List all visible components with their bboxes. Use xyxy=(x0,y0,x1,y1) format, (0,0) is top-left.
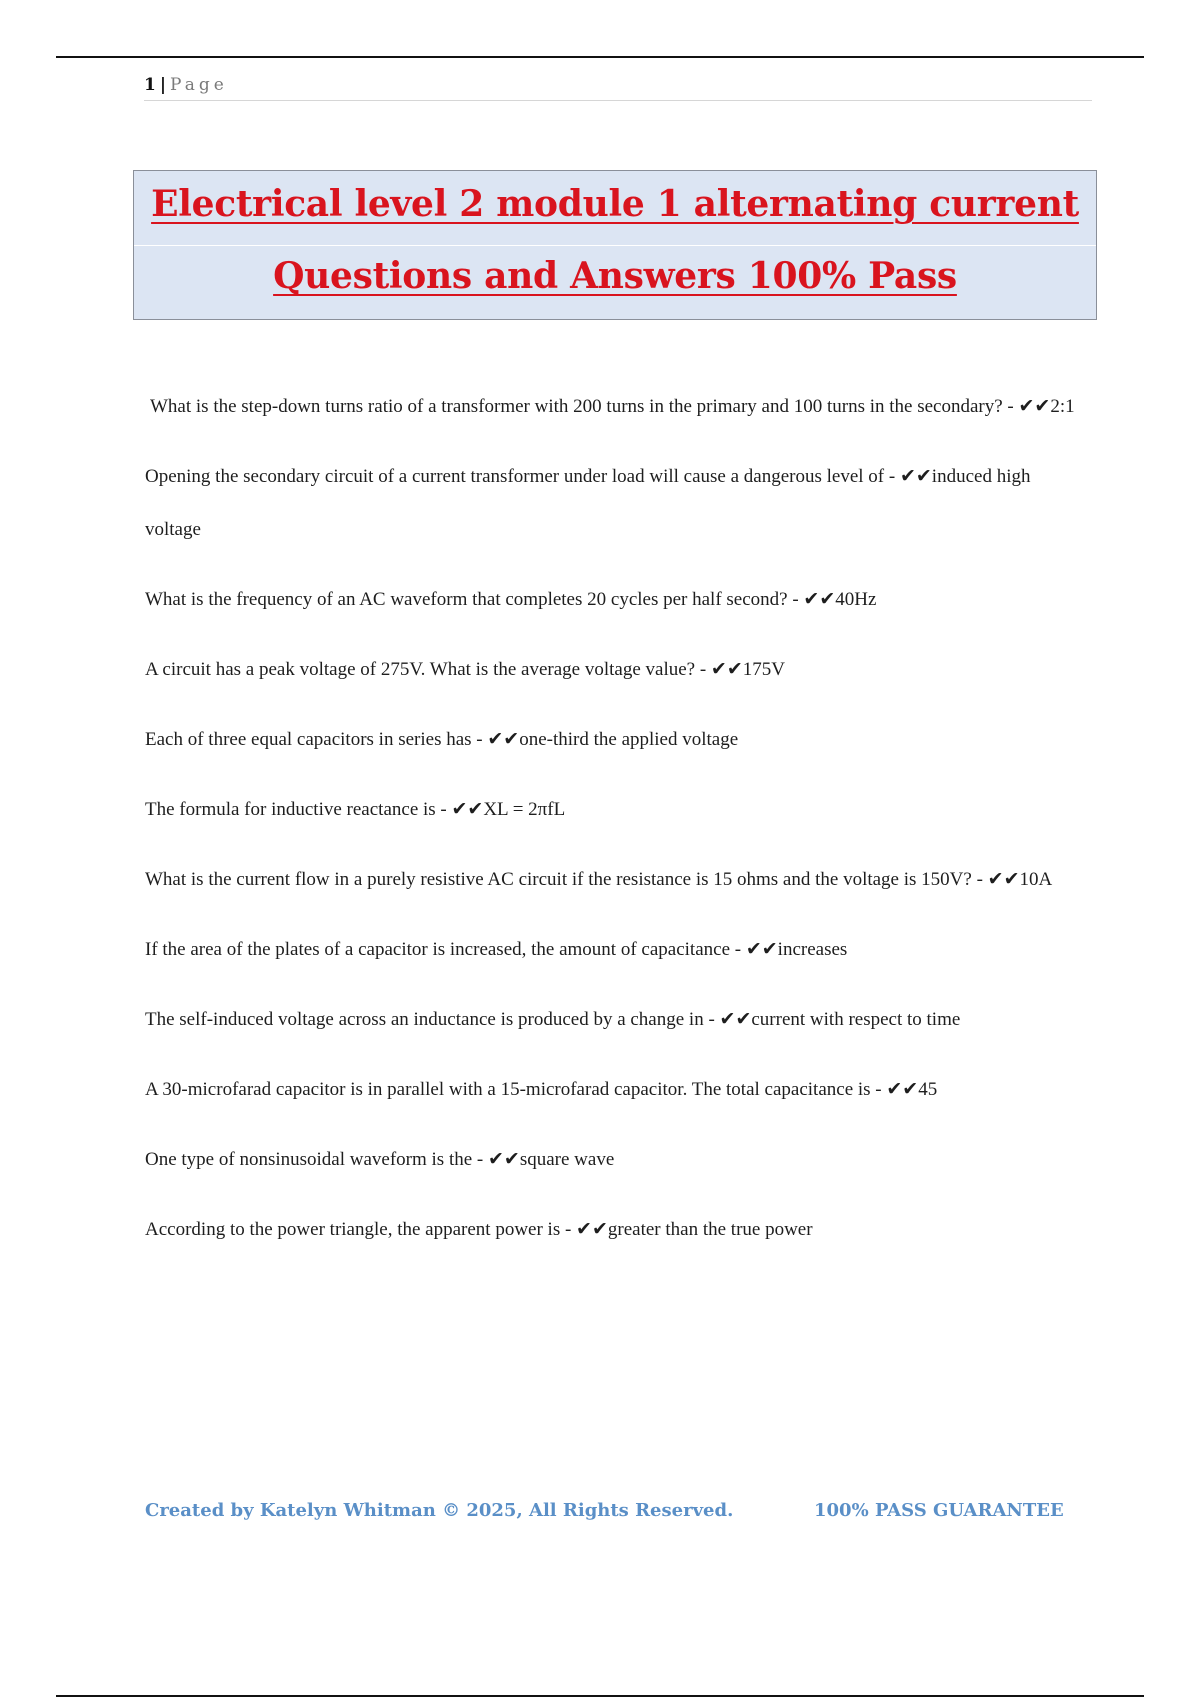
qa-item: What is the frequency of an AC waveform that completes 20 cycles per half second? - ✔✔40Hz xyxy=(145,589,877,610)
title-divider xyxy=(134,245,1096,246)
qa-item: One type of nonsinusoidal waveform is the - ✔✔square wave xyxy=(145,1149,615,1170)
page-separator: | xyxy=(159,75,167,95)
qa-list xyxy=(145,380,1080,1273)
title-box xyxy=(133,170,1097,320)
qa-item: The formula for inductive reactance is - ✔✔XL = 2πfL xyxy=(145,799,566,820)
qa-item: Each of three equal capacitors in series has - ✔✔one-third the applied voltage xyxy=(145,729,739,750)
qa-item: A circuit has a peak voltage of 275V. What is the average voltage value? - ✔✔175V xyxy=(145,659,785,680)
qa-item: A 30-microfarad capacitor is in parallel with a 15-microfarad capacitor. The total capacitance is - ✔✔45 xyxy=(145,1079,938,1100)
qa-item: Opening the secondary circuit of a current transformer under load will cause a dangerous level of - ✔✔induced high voltage xyxy=(145,466,1031,540)
page-number: 1 xyxy=(144,75,156,95)
document-title-line-1: Electrical level 2 module 1 alternating current xyxy=(151,183,1079,225)
footer-copyright: Created by Katelyn Whitman © 2025, All Rights Reserved. xyxy=(145,1500,734,1521)
qa-item: The self-induced voltage across an inductance is produced by a change in - ✔✔current with respect to time xyxy=(145,1009,961,1030)
page-word: Page xyxy=(170,75,228,95)
qa-item: What is the step-down turns ratio of a transformer with 200 turns in the primary and 100 turns in the secondary? - ✔✔2:1 xyxy=(150,396,1075,417)
qa-item: According to the power triangle, the apparent power is - ✔✔greater than the true power xyxy=(145,1219,813,1240)
page-header xyxy=(144,72,1092,101)
document-title-line-2: Questions and Answers 100% Pass xyxy=(273,255,957,297)
qa-item: What is the current flow in a purely resistive AC circuit if the resistance is 15 ohms and the voltage is 150V? - ✔✔10A xyxy=(145,869,1053,890)
qa-item: If the area of the plates of a capacitor is increased, the amount of capacitance - ✔✔increases xyxy=(145,939,848,960)
bottom-rule xyxy=(56,1695,1144,1697)
top-rule xyxy=(56,56,1144,58)
footer-guarantee: 100% PASS GUARANTEE xyxy=(814,1500,1064,1521)
